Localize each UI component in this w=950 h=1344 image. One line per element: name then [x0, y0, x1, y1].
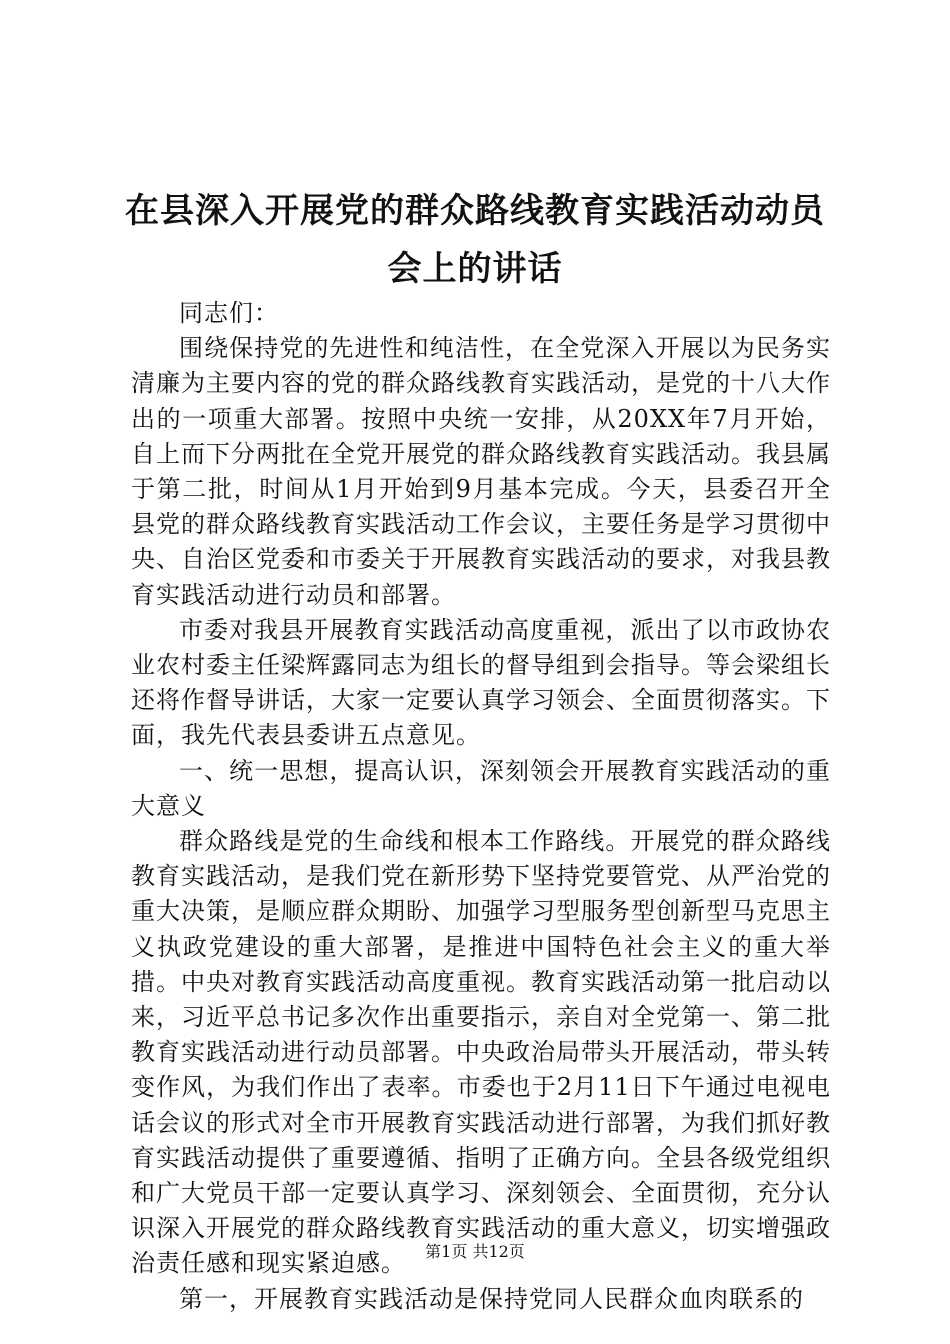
page-number-footer: 第1页 共12页 [425, 1242, 525, 1261]
salutation: 同志们： [179, 299, 279, 327]
paragraph: 市委对我县开展教育实践活动高度重视，派出了以市政协农业农村委主任梁辉露同志为组长的督导组到会指导。等会梁组长还将作督导讲话，大家一定要认真学习领会、全面贯彻落实。下面，我先代表县委讲五点意见。 [131, 615, 831, 750]
paragraph: 围绕保持党的先进性和纯洁性，在全党深入开展以为民务实清廉为主要内容的党的群众路线教育实践活动，是党的十八大作出的一项重大部署。按照中央统一安排，从20XX年7月开始，自上而下分两批在全党开展党的群众路线教育实践活动。我县属于第二批，时间从1月开始到9月基本完成。今天，县委召开全县党的群众路线教育实践活动工作会议，主要任务是学习贯彻中央、自治区党委和市委关于开展教育实践活动的要求，对我县教育实践活动进行动员和部署。 [131, 334, 831, 609]
paragraph: 第一，开展教育实践活动是保持党同人民群众血肉联系的 [179, 1284, 804, 1313]
section-heading: 一、统一思想，提高认识，深刻领会开展教育实践活动的重大意义 [131, 756, 831, 820]
document-body [131, 296, 831, 1317]
paragraph: 群众路线是党的生命线和根本工作路线。开展党的群众路线教育实践活动，是我们党在新形势下坚持党要管党、从严治党的重大决策，是顺应群众期盼、加强学习型服务型创新型马克思主义执政党建设的重大部署，是推进中国特色社会主义的重大举措。中央对教育实践活动高度重视。教育实践活动第一批启动以来，习近平总书记多次作出重要指示，亲自对全党第一、第二批教育实践活动进行动员部署。中央政治局带头开展活动，带头转变作风，为我们作出了表率。市委也于2月11日下午通过电视电话会议的形式对全市开展教育实践活动进行部署，为我们抓好教育实践活动提供了重要遵循、指明了正确方向。全县各级党组织和广大党员干部一定要认真学习、深刻领会、全面贯彻，充分认识深入开展党的群众路线教育实践活动的重大意义，切实增强政治责任感和现实紧迫感。 [131, 827, 831, 1278]
document-title: 在县深入开展党的群众路线教育实践活动动员会上的讲话 [125, 191, 825, 289]
